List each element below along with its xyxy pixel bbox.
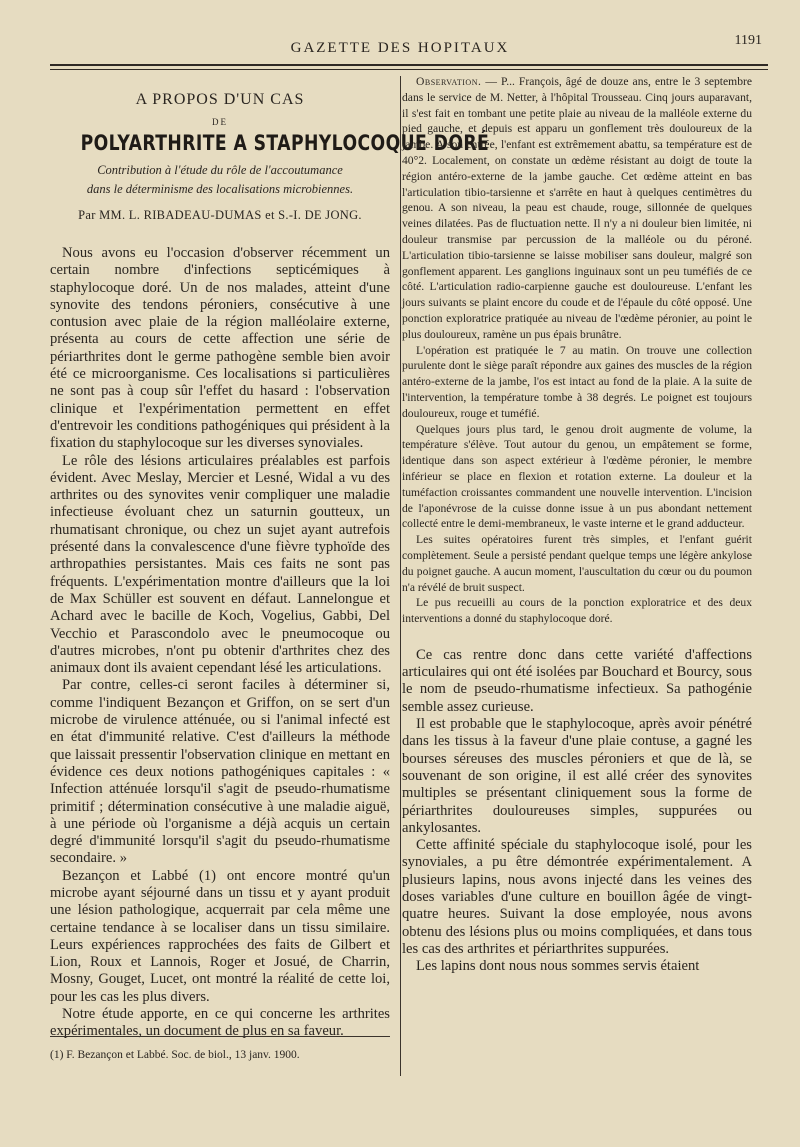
running-title: GAZETTE DES HOPITAUX (290, 40, 510, 56)
paragraph: Il est probable que le staphylocoque, après avoir pénétré dans les tissus à la faveur d'une plaie contuse, a gagné les bourses séreuses des muscles péroniers et que de là, se souvenant de son origine, il est allé créer des synovites multiples se présentant cliniquement sous la forme de périarthrites douloureuses simples, suppurées ou ankylosantes. (402, 716, 752, 836)
observation-text: — P... François, âgé de douze ans, entre le 3 septembre dans le service de M. Netter, à l'hôpital Trousseau. Cinq jours auparavant, il s'est fait en tombant une petite plaie au niveau de la malléole externe du pied gauche, et depuis est apparu un gonflement très douloureux de la jambe. A son entrée, l'enfant est extrêmement abattu, sa température est de 40°2. Localement, on constate un œdème résistant au doigt de toute la région antéro-externe de la jambe gauche. Cet œdème atteint en bas l'articulation tibio-tarsienne et s'arrête en haut à quelques centimètres du genou. A son niveau, la peau est chaude, rouge, sillonnée de quelques veines dilatées. Pas de fluctuation nette. Il n'y a ni douleur bien limitée, ni douleur transmise par percussion de la malléole ou du péroné. L'articulation tibio-tarsienne se laisse mobiliser sans douleur, malgré son gonflement apparent. Les ganglions inguinaux sont un peu tuméfiés de ce côté. L'articulation radio-carpienne gauche est douloureuse. L'enfant les jours suivants se plaint encore du coude et de l'épaule du côté opposé. Une ponction exploratrice pratiquée au niveau de l'œdème péronier, au point le plus douloureux, ramène un pus épais brunâtre. (402, 75, 752, 341)
observation-paragraph: Le pus recueilli au cours de la ponction exploratrice et des deux interventions a donné du staphylocoque doré. (402, 596, 752, 626)
paragraph: Nous avons eu l'occasion d'observer récemment un certain nombre d'infections septicémiques à staphylocoque doré. Un de nos malades, atteint d'une synovite des tendons péroniers, consécutive à une contusion avec plaie de la région malléolaire externe, présenta au cours de cette affection une série de périarthrites dont le germe pathogène semble bien avoir été ce microorganisme. Ces localisations si particulières ne sont pas à coup sûr l'effet du hasard : l'observation clinique et l'expérimentation permettent en effet d'entrevoir les conditions pathogéniques qui président à la fixation du staphylocoque sur les diverses synoviales. (50, 245, 390, 452)
article-subtitle (50, 161, 390, 199)
article-body-right (402, 647, 752, 976)
column-divider (400, 76, 401, 1076)
article-de: DE (212, 117, 228, 127)
header-rule-thick (50, 64, 768, 66)
article-body-left (50, 245, 390, 1041)
paragraph: Cette affinité spéciale du staphylocoque isolé, pour les synoviales, a pu être démontrée expérimentalement. A plusieurs lapins, nous avons injecté dans les veines des doses variables d'une culture en bouillon âgée de vingt-quatre heures. Suivant la dose employée, nous avons obtenu des lésions plus ou moins compliquées, et dans tous les cas des arthrites et périarthrites suppurées. (402, 837, 752, 957)
subtitle-line: dans le déterminisme des localisations microbiennes. (86, 182, 354, 196)
observation-section (402, 74, 752, 627)
paragraph: Le rôle des lésions articulaires préalables est parfois évident. Avec Meslay, Mercier et Lesné, Widal a vu des arthrites ou des synovites venir compliquer une maladie infectieuse évoluant chez un saturnin goutteux, un rhumatisant chronique, ou chez un sujet ayant autrefois présenté dans la convalescence d'une fièvre typhoïde des arthropathies persistantes. Mais ces faits ne sont pas fréquents. L'expérimentation montre d'ailleurs que la loi de Max Schüller est souvent en défaut. Lannelongue et Achard avec le bacille de Koch, Vogelius, Gabbi, Del Vecchio et Parascondolo avec le pneumocoque ou d'autres microbes, n'ont pu obtenir d'arthrites chez des animaux dont ils avaient cependant lésé les articulations. (50, 452, 390, 677)
article-title: POLYARTHRITE A STAPHYLOCOQUE DORÉ (80, 131, 490, 155)
article-byline: Par MM. L. RIBADEAU-DUMAS et S.-I. DE JONG. (78, 208, 362, 222)
observation-paragraph: L'opération est pratiquée le 7 au matin. On trouve une collection purulente dont le siège paraît répondre aux gaines des muscles de la région antéro-externe de la jambe, l'os est intact au fond de la plaie. A la suite de l'intervention, la température tombe à 38 degrés. Le poignet est toujours douloureux, rouge et tuméfié. (402, 343, 752, 420)
page-number: 1191 (734, 33, 762, 48)
footnote: (1) F. Bezançon et Labbé. Soc. de biol., 13 janv. 1900. (50, 1049, 300, 1061)
subtitle-line: Contribution à l'étude du rôle de l'accoutumance (97, 163, 343, 177)
footnote-rule (50, 1036, 390, 1037)
article-heading: A PROPOS D'UN CAS (135, 91, 305, 108)
observation-label: Observation. (416, 75, 482, 88)
paragraph: Les lapins dont nous nous sommes servis étaient (416, 958, 700, 975)
right-column (402, 74, 752, 976)
paragraph: Par contre, celles-ci seront faciles à déterminer si, comme l'indiquent Bezançon et Griffon, on se sert d'un microbe de virulence atténuée, ou si l'animal infecté est en état d'immunité relative. C'est d'ailleurs la méthode que laissait pressentir l'observation clinique en mettant en évidence ces deux notions pathogéniques capitales : « Infection atténuée lorsqu'il s'agit de pseudo-rhumatisme primitif ; détermination consécutive à une maladie aiguë, à une période où l'organisme a déjà acquis un certain degré d'immunité lorsqu'il s'agit du pseudo-rhumatisme secondaire. » (50, 677, 390, 867)
paragraph: Bezançon et Labbé (1) ont encore montré qu'un microbe ayant séjourné dans un tissu et y ayant produit une lésion pathologique, acquerrait par cela même une certaine tendance à se localiser dans un tissu similaire. Leurs expériences rapprochées des faits de Gilbert et Lion, Roux et Lannois, Roger et Josué, de Charrin, Mosny, Gouget, Lucet, ont montré la réalité de cette loi, pour les cas les plus divers. (50, 867, 390, 1005)
paragraph: Notre étude apporte, en ce qui concerne les arthrites expérimentales, un document de plus en sa faveur. (50, 1006, 390, 1040)
paragraph: Ce cas rentre donc dans cette variété d'affections articulaires qui ont été isolées par Bouchard et Bourcy, sous le nom de pseudo-rhumatisme infectieux. Sa pathogénie semble assez curieuse. (402, 646, 752, 715)
observation-paragraph (402, 74, 752, 343)
header-rule-thin (50, 69, 768, 70)
left-column (50, 85, 490, 1041)
observation-paragraph: Les suites opératoires furent très simples, et l'enfant guérit complètement. Seule a persisté pendant quelque temps une légère ankylose du poignet gauche. A aucun moment, l'auscultation du cœur ou du poumon n'a révélé de bruit suspect. (402, 533, 752, 594)
observation-paragraph: Quelques jours plus tard, le genou droit augmente de volume, la température s'élève. Tout autour du genou, un empâtement se forme, identique dans son aspect extérieur à l'œdème péronier, le membre inférieur se place en flexion et rotation externe. La douleur et la tuméfaction croissantes commandent une nouvelle intervention. L'incision de l'aponévrose de la cuisse donne issue à un pus abondant nettement collecté entre le demi-membraneux, le vaste interne et le grand adducteur. (402, 422, 752, 531)
